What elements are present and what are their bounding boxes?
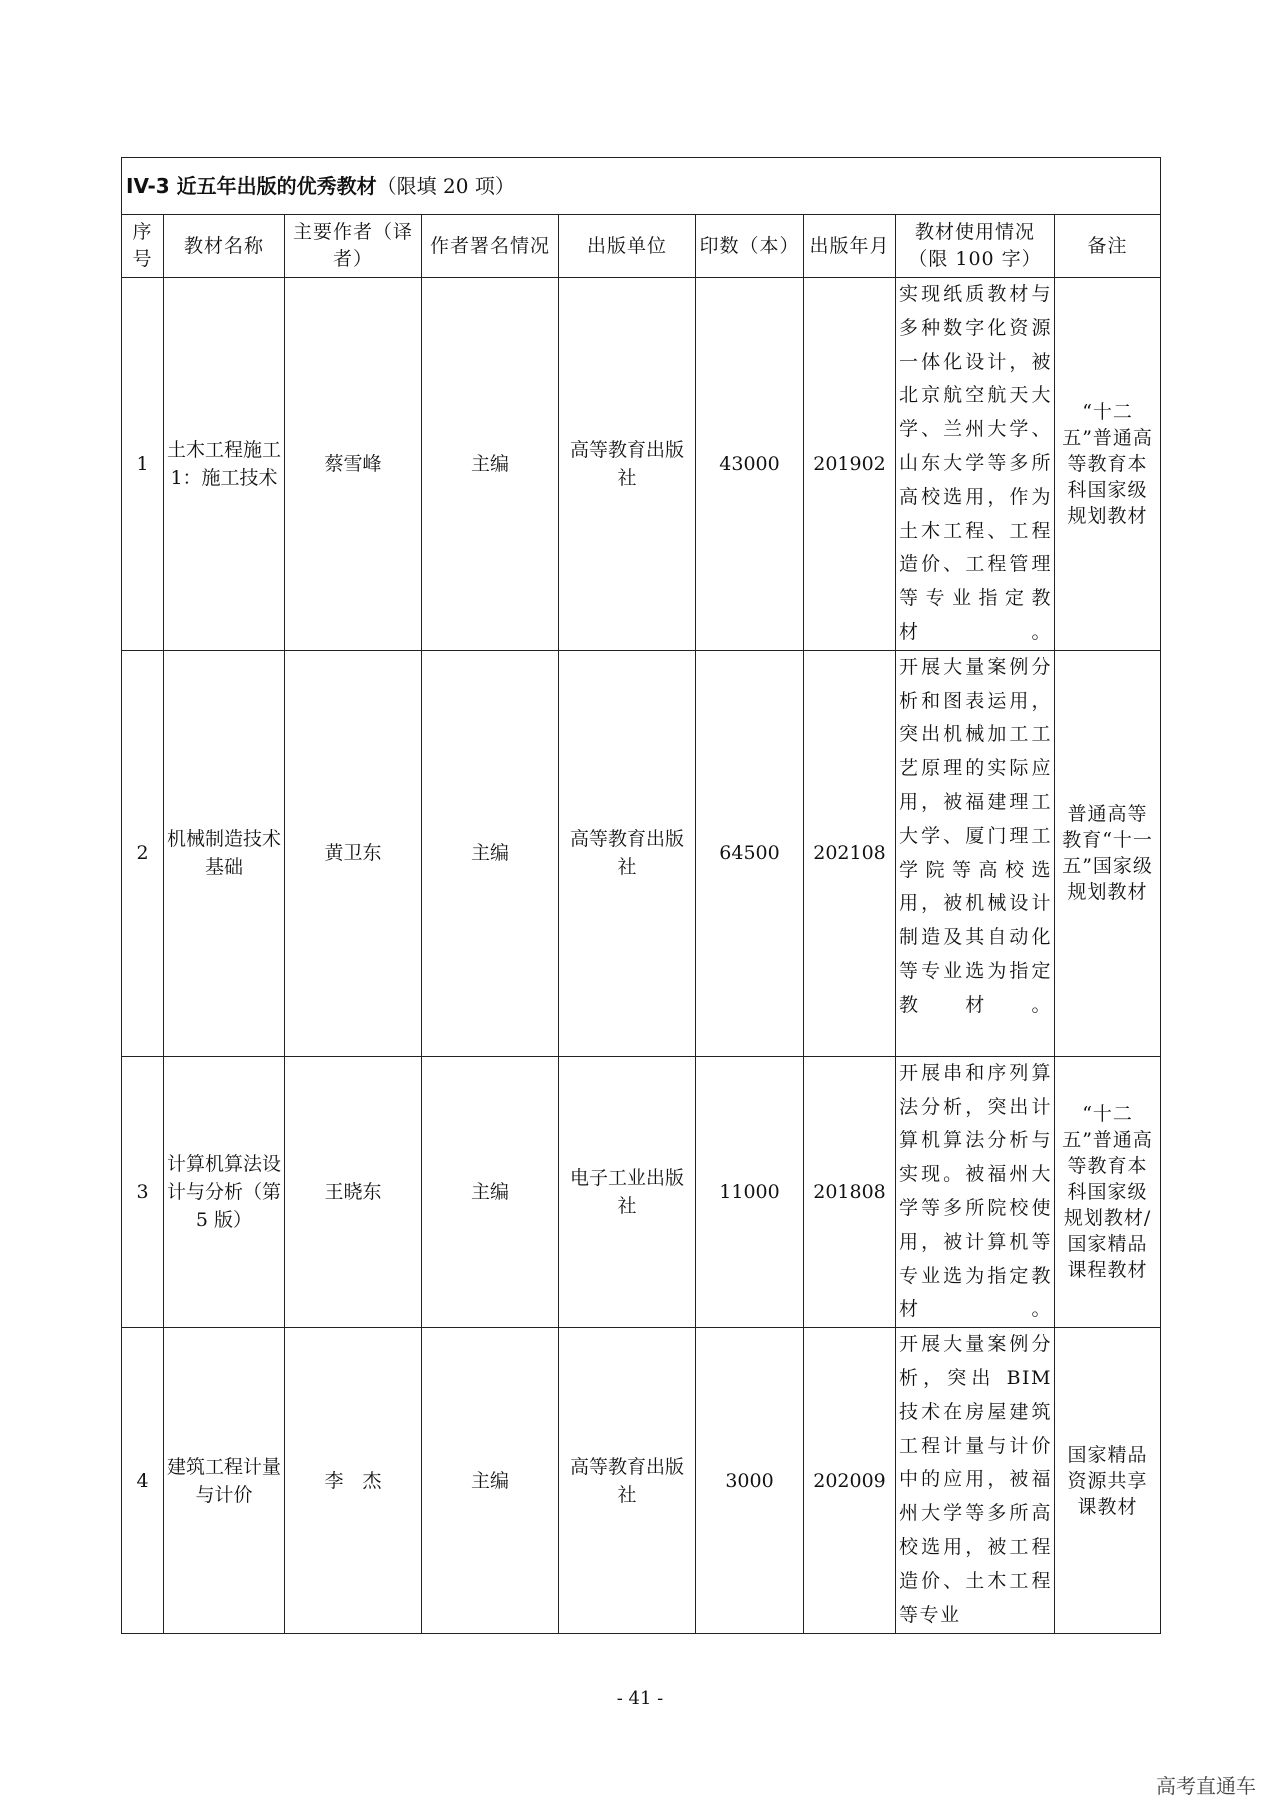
header-role: 作者署名情况 — [422, 215, 559, 278]
row-role: 主编 — [422, 278, 559, 651]
row-name: 建筑工程计量与计价 — [164, 1328, 285, 1634]
watermark: 高考直通车 — [1156, 1774, 1256, 1798]
row-note: 普通高等教育“十一五”国家级规划教材 — [1055, 650, 1161, 1056]
row-note: “十二五”普通高等教育本科国家级规划教材/国家精品课程教材 — [1055, 1056, 1161, 1327]
row-publisher: 高等教育出版社 — [559, 1328, 696, 1634]
table-row — [122, 1056, 1161, 1327]
row-index: 3 — [122, 1056, 164, 1327]
row-usage: 开展大量案例分析和图表运用，突出机械加工工艺原理的实际应用，被福建理工大学、厦门理工学院等高校选用，被机械设计制造及其自动化等专业选为指定教材。 — [896, 650, 1055, 1056]
row-date: 202009 — [804, 1328, 896, 1634]
section-title-note: （限填 20 项） — [376, 174, 515, 198]
row-copies: 3000 — [696, 1328, 804, 1634]
row-date: 201902 — [804, 278, 896, 651]
row-author: 黄卫东 — [285, 650, 422, 1056]
row-date: 201808 — [804, 1056, 896, 1327]
row-name: 土木工程施工 1：施工技术 — [164, 278, 285, 651]
row-date: 202108 — [804, 650, 896, 1056]
row-role: 主编 — [422, 650, 559, 1056]
row-index: 1 — [122, 278, 164, 651]
row-role: 主编 — [422, 1328, 559, 1634]
table-row — [122, 278, 1161, 651]
row-publisher: 高等教育出版社 — [559, 650, 696, 1056]
page-number: - 41 - — [616, 1688, 664, 1709]
row-usage: 实现纸质教材与多种数字化资源一体化设计，被北京航空航天大学、兰州大学、山东大学等多所高校选用，作为土木工程、工程造价、工程管理等专业指定教材。 — [896, 278, 1055, 651]
section-title — [122, 158, 1161, 215]
header-date: 出版年月 — [804, 215, 896, 278]
row-copies: 11000 — [696, 1056, 804, 1327]
row-author: 李 杰 — [285, 1328, 422, 1634]
row-publisher: 高等教育出版社 — [559, 278, 696, 651]
row-usage: 开展串和序列算法分析，突出计算机算法分析与实现。被福州大学等多所院校使用，被计算机等专业选为指定教材。 — [896, 1056, 1055, 1327]
row-usage: 开展大量案例分析，突出 BIM 技术在房屋建筑工程计量与计价中的应用，被福州大学等多所高校选用，被工程造价、土木工程等专业 — [896, 1328, 1055, 1634]
row-note: “十二五”普通高等教育本科国家级规划教材 — [1055, 278, 1161, 651]
row-name: 机械制造技术基础 — [164, 650, 285, 1056]
header-note: 备注 — [1055, 215, 1161, 278]
row-index: 4 — [122, 1328, 164, 1634]
table-row — [122, 650, 1161, 1056]
row-publisher: 电子工业出版社 — [559, 1056, 696, 1327]
header-copies: 印数（本） — [696, 215, 804, 278]
table-row — [122, 1328, 1161, 1634]
section-title-strong: IV-3 近五年出版的优秀教材 — [126, 174, 377, 198]
header-index: 序号 — [122, 215, 164, 278]
row-index: 2 — [122, 650, 164, 1056]
textbook-table — [121, 157, 1161, 1634]
row-copies: 64500 — [696, 650, 804, 1056]
header-author: 主要作者（译者） — [285, 215, 422, 278]
table-header-row — [122, 215, 1161, 278]
row-note: 国家精品资源共享课教材 — [1055, 1328, 1161, 1634]
header-publisher: 出版单位 — [559, 215, 696, 278]
row-author: 蔡雪峰 — [285, 278, 422, 651]
row-name: 计算机算法设计与分析（第 5 版） — [164, 1056, 285, 1327]
header-usage: 教材使用情况（限 100 字） — [896, 215, 1055, 278]
header-name: 教材名称 — [164, 215, 285, 278]
row-role: 主编 — [422, 1056, 559, 1327]
row-author: 王晓东 — [285, 1056, 422, 1327]
row-copies: 43000 — [696, 278, 804, 651]
